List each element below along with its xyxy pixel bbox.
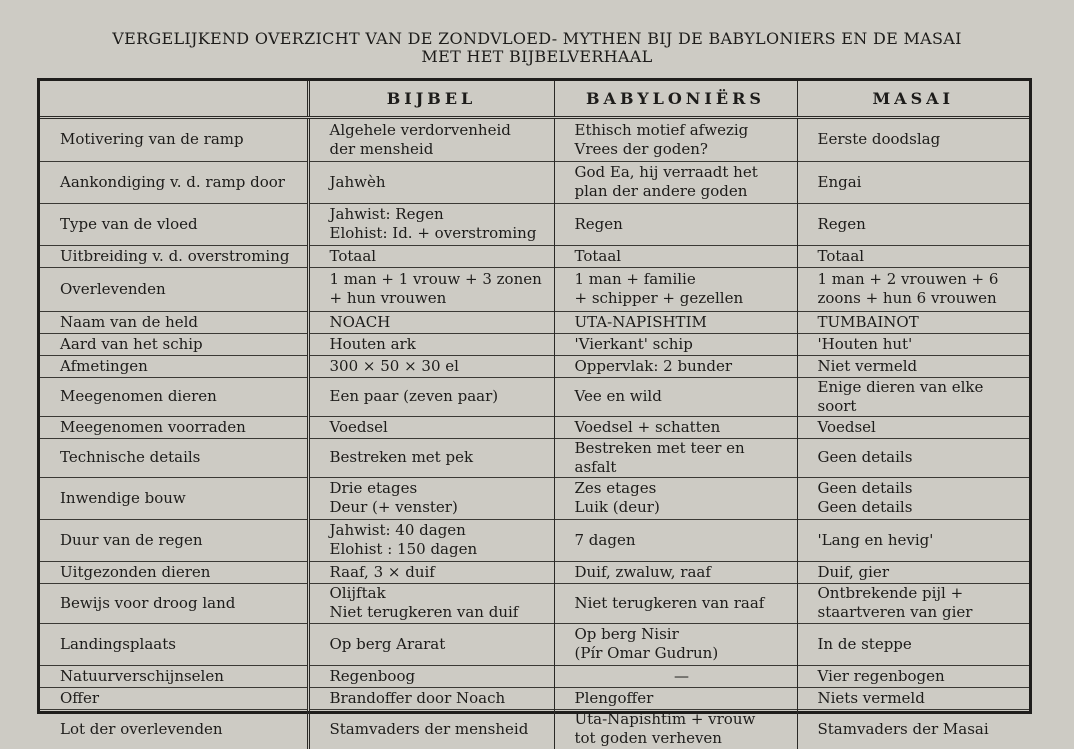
cell-masai: Regen: [797, 203, 1029, 245]
title-line-1: VERGELIJKEND OVERZICHT VAN DE ZONDVLOED- MYTHEN BIJ DE BABYLONIERS EN DE MASAI: [112, 29, 962, 48]
row-label: Duur van de regen: [40, 519, 308, 561]
row-label: Aankondiging v. d. ramp door: [40, 161, 308, 203]
cell-bijbel: Stamvaders der mensheid: [308, 709, 554, 749]
row-label: Inwendige bouw: [40, 477, 308, 519]
cell-masai: Niets vermeld: [797, 687, 1029, 709]
cell-masai: 'Lang en hevig': [797, 519, 1029, 561]
cell-masai: Enige dieren van elke soort: [797, 377, 1029, 416]
cell-babyloniers: —: [554, 665, 797, 687]
cell-babyloniers: 7 dagen: [554, 519, 797, 561]
cell-babyloniers: Niet terugkeren van raaf: [554, 583, 797, 623]
row-label: Natuurverschijnselen: [40, 665, 308, 687]
row-label: Type van de vloed: [40, 203, 308, 245]
row-label: Meegenomen voorraden: [40, 416, 308, 438]
table-row: [40, 665, 1029, 687]
header-empty: [40, 81, 308, 117]
cell-babyloniers: Regen: [554, 203, 797, 245]
table-row: [40, 416, 1029, 438]
header-row: [40, 81, 1029, 117]
cell-babyloniers: Voedsel + schatten: [554, 416, 797, 438]
cell-masai: In de steppe: [797, 623, 1029, 665]
cell-babyloniers: Vee en wild: [554, 377, 797, 416]
cell-masai: 1 man + 2 vrouwen + 6 zoons + hun 6 vrouwen: [797, 267, 1029, 311]
cell-masai: Stamvaders der Masai: [797, 709, 1029, 749]
table-row: [40, 561, 1029, 583]
table-row: [40, 583, 1029, 623]
row-label: Lot der overlevenden: [40, 709, 308, 749]
cell-masai: Engai: [797, 161, 1029, 203]
cell-babyloniers: Duif, zwaluw, raaf: [554, 561, 797, 583]
cell-bijbel: Regenboog: [308, 665, 554, 687]
table-row: [40, 333, 1029, 355]
cell-bijbel: Raaf, 3 × duif: [308, 561, 554, 583]
table-row: [40, 623, 1029, 665]
table-body: [40, 117, 1029, 749]
cell-bijbel: Bestreken met pek: [308, 438, 554, 477]
row-label: Afmetingen: [40, 355, 308, 377]
row-label: Bewijs voor droog land: [40, 583, 308, 623]
table-row: [40, 203, 1029, 245]
cell-bijbel: Jahwist: 40 dagen Elohist : 150 dagen: [308, 519, 554, 561]
cell-babyloniers: Uta-Napishtim + vrouw tot goden verheven: [554, 709, 797, 749]
cell-bijbel: Houten ark: [308, 333, 554, 355]
table-row: [40, 161, 1029, 203]
cell-babyloniers: God Ea, hij verraadt het plan der andere goden: [554, 161, 797, 203]
page-title: [0, 30, 1074, 66]
cell-masai: 'Houten hut': [797, 333, 1029, 355]
cell-bijbel: NOACH: [308, 311, 554, 333]
cell-bijbel: Op berg Ararat: [308, 623, 554, 665]
header-masai: MASAI: [797, 81, 1029, 117]
cell-bijbel: 1 man + 1 vrouw + 3 zonen + hun vrouwen: [308, 267, 554, 311]
cell-babyloniers: Ethisch motief afwezig Vrees der goden?: [554, 117, 797, 161]
cell-bijbel: Voedsel: [308, 416, 554, 438]
table-row: [40, 477, 1029, 519]
table-row: [40, 377, 1029, 416]
row-label: Meegenomen dieren: [40, 377, 308, 416]
cell-masai: TUMBAINOT: [797, 311, 1029, 333]
cell-babyloniers: Bestreken met teer en asfalt: [554, 438, 797, 477]
cell-babyloniers: 'Vierkant' schip: [554, 333, 797, 355]
cell-bijbel: Jahwèh: [308, 161, 554, 203]
cell-babyloniers: UTA-NAPISHTIM: [554, 311, 797, 333]
cell-masai: Ontbrekende pijl + staartveren van gier: [797, 583, 1029, 623]
row-label: Overlevenden: [40, 267, 308, 311]
row-label: Uitgezonden dieren: [40, 561, 308, 583]
row-label: Motivering van de ramp: [40, 117, 308, 161]
cell-babyloniers: Oppervlak: 2 bunder: [554, 355, 797, 377]
comparison-table: [40, 81, 1029, 749]
table-row: [40, 438, 1029, 477]
row-label: Aard van het schip: [40, 333, 308, 355]
header-babyloniers: BABYLONIËRS: [554, 81, 797, 117]
cell-masai: Vier regenbogen: [797, 665, 1029, 687]
table-row: [40, 117, 1029, 161]
cell-masai: Niet vermeld: [797, 355, 1029, 377]
cell-masai: Geen details: [797, 438, 1029, 477]
row-label: Uitbreiding v. d. overstroming: [40, 245, 308, 267]
cell-babyloniers: Zes etages Luik (deur): [554, 477, 797, 519]
cell-babyloniers: 1 man + familie + schipper + gezellen: [554, 267, 797, 311]
header-bijbel: BIJBEL: [308, 81, 554, 117]
row-label: Naam van de held: [40, 311, 308, 333]
cell-bijbel: Een paar (zeven paar): [308, 377, 554, 416]
cell-masai: Eerste doodslag: [797, 117, 1029, 161]
cell-bijbel: 300 × 50 × 30 el: [308, 355, 554, 377]
table-row: [40, 709, 1029, 749]
cell-babyloniers: Op berg Nisir (Pír Omar Gudrun): [554, 623, 797, 665]
cell-masai: Totaal: [797, 245, 1029, 267]
table-row: [40, 355, 1029, 377]
cell-masai: Geen details Geen details: [797, 477, 1029, 519]
cell-bijbel: Brandoffer door Noach: [308, 687, 554, 709]
cell-bijbel: Drie etages Deur (+ venster): [308, 477, 554, 519]
cell-masai: Duif, gier: [797, 561, 1029, 583]
title-line-2: MET HET BIJBELVERHAAL: [421, 47, 653, 66]
table-row: [40, 687, 1029, 709]
table-row: [40, 245, 1029, 267]
table-row: [40, 267, 1029, 311]
comparison-table-frame: [37, 78, 1032, 748]
table-row: [40, 311, 1029, 333]
cell-bijbel: Totaal: [308, 245, 554, 267]
row-label: Technische details: [40, 438, 308, 477]
cell-masai: Voedsel: [797, 416, 1029, 438]
cell-babyloniers: Totaal: [554, 245, 797, 267]
cell-bijbel: Olijftak Niet terugkeren van duif: [308, 583, 554, 623]
cell-bijbel: Jahwist: Regen Elohist: Id. + overstroming: [308, 203, 554, 245]
row-label: Offer: [40, 687, 308, 709]
table-row: [40, 519, 1029, 561]
row-label: Landingsplaats: [40, 623, 308, 665]
cell-babyloniers: Plengoffer: [554, 687, 797, 709]
cell-bijbel: Algehele verdorvenheid der mensheid: [308, 117, 554, 161]
